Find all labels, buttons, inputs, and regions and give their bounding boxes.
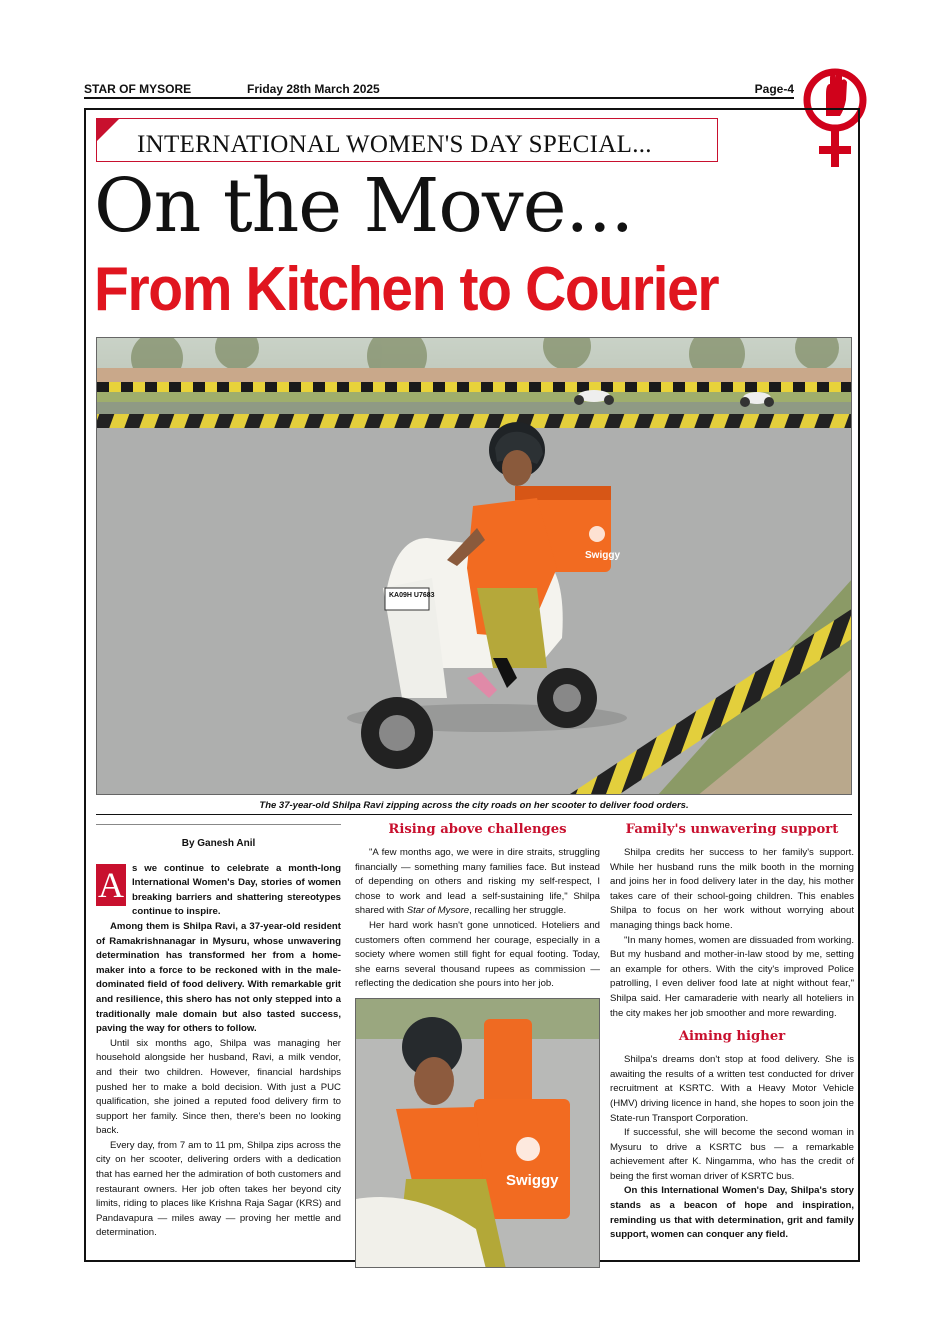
issue-date: Friday 28th March 2025	[247, 82, 380, 96]
drop-cap: A	[98, 864, 124, 905]
caption-rule	[96, 814, 852, 815]
paragraph-8: Shilpa's dreams don't stop at food delivery. She is awaiting the results of a written test conducted for driver recruitment at KSRTC. With a Heavy Motor Vehicle (HMV) driving licence in hand, she hopes to soon join the State-run Transport Corporation.	[610, 1054, 854, 1124]
paragraph-6: Shilpa credits her success to her family's support. While her husband runs the milk booth in the morning and joins her in food delivery later in the day, his mother takes care of their school-going children. This enables Shilpa to focus on her work without worrying about managing things back home.	[610, 847, 854, 931]
main-photo	[96, 337, 852, 795]
paragraph-3: Every day, from 7 am to 11 pm, Shilpa zips across the city on her scooter, delivering orders with a dedication that has earned her the admiration of both customers and restaurant owners. Her job often takes her beyond city limits, riding to places like Krishna Raja Sagar (KRS) and Pandavapura — miles away — proving her mettle and determination.	[96, 1139, 341, 1239]
headline: On the Move...	[94, 163, 634, 249]
inset-photo	[355, 998, 600, 1268]
paragraph-4-tail: , recalling her struggle.	[469, 905, 567, 917]
paragraph-5: Her hard work hasn't gone unnoticed. Hoteliers and customers often commend her courage, especially in a society where women still fight for equal footing. Today, she earns several thousand rupees as commission — reflecting the dedication she pours into her job.	[355, 919, 600, 990]
kicker-corner	[97, 119, 119, 141]
photo-caption: The 37-year-old Shilpa Ravi zipping across the city roads on her scooter to deliver food orders.	[259, 800, 689, 811]
section-kicker	[96, 118, 718, 162]
paragraph-4	[355, 846, 600, 919]
inset-box-brand: Swiggy	[506, 1171, 559, 1189]
publication-mention: Star of Mysore	[406, 905, 470, 917]
paragraph-7: "In many homes, women are dissuaded from working. But my husband and mother-in-law stood by me, setting an example for others. With the city's improved Police patrolling, I even deliver food late at night without fear," Shilpa said. Her camaraderie with nearly all hoteliers in the city makes her job smoother and more rewarding.	[610, 934, 854, 1019]
kicker-text: INTERNATIONAL WOMEN'S DAY SPECIAL...	[137, 131, 652, 158]
subhead-family: Family's unwavering support	[625, 822, 839, 837]
column-2	[355, 820, 600, 1268]
publication-name: STAR OF MYSORE	[84, 82, 192, 96]
delivery-box-brand: Swiggy	[585, 550, 621, 561]
rider-closeup-illustration	[356, 999, 600, 1268]
paragraph-1: Among them is Shilpa Ravi, a 37-year-old resident of Ramakrishnanagar in Mysuru, whose unwavering determination has transformed her from a home-maker into a force to be reckoned with in the male-dominated field of food delivery. With remarkable grit and resilience, this shero has not only stepped into a traditionally male domain but also tasted success, paving the way for others to follow.	[96, 920, 341, 1035]
number-plate: KA09H U7683	[389, 592, 435, 599]
byline: By Ganesh Anil	[96, 824, 341, 862]
masthead-rule	[84, 97, 794, 99]
paragraph-10: On this International Women's Day, Shilpa's story stands as a beacon of hope and inspiration, reminding us that with determination, grit and family support, women can conquer any field.	[610, 1185, 854, 1241]
lead-paragraph: s we continue to celebrate a month-long International Women's Day, stories of women breaking barriers and shattering stereotypes continue to inspire.	[132, 862, 341, 918]
paragraph-9: If successful, she will become the second woman in Mysuru to drive a KSRTC bus — a remarkable achievement after K. Ningamma, who has the credit of being the first woman driver of KSRTC bus.	[610, 1127, 854, 1182]
column-3	[610, 820, 854, 1243]
paragraph-2: Until six months ago, Shilpa was managing her household alongside her husband, Ravi, a milk vendor, and their two children. However, financial hardships pushed her to make a bold decision. With just a PUC qualification, she joined a reputed food delivery firm to support her family. Since then, there's been no looking back.	[96, 1037, 341, 1137]
subheadline: From Kitchen to Courier	[94, 255, 719, 324]
paragraph-4-text: "A few months ago, we were in dire straits, struggling financially — something many families face. But instead of depending on others and risking my self-respect, I chose to work and lead a self-sustaining life," Shilpa shared with	[355, 847, 600, 917]
scooter-rider-illustration	[97, 338, 852, 795]
page-number: Page-4	[754, 82, 794, 96]
column-1	[96, 820, 341, 1241]
subhead-aiming: Aiming higher	[678, 1029, 786, 1045]
subhead-rising: Rising above challenges	[388, 822, 567, 837]
masthead-bar	[84, 82, 794, 98]
